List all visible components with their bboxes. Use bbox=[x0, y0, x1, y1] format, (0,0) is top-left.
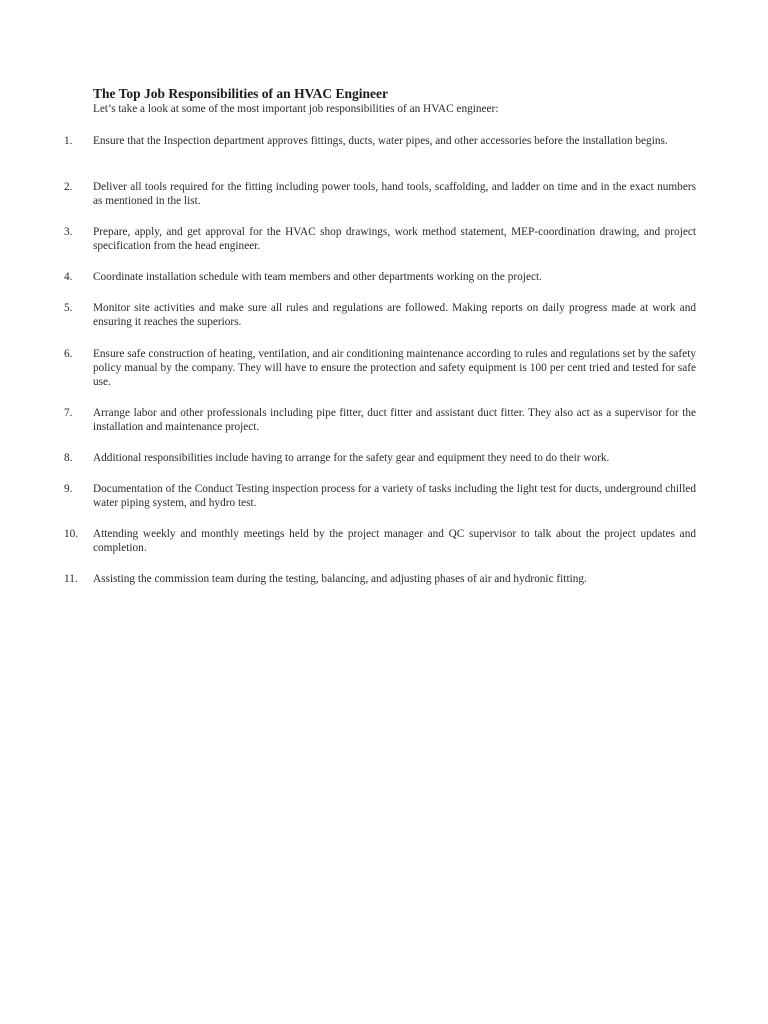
intro-paragraph: Let’s take a look at some of the most important job responsibilities of an HVAC engineer: bbox=[93, 103, 499, 115]
list-item-number: 5. bbox=[64, 302, 73, 314]
list-item-text: Additional responsibilities include having to arrange for the safety gear and equipment they need to do their work. bbox=[93, 452, 610, 464]
list-item-text: Ensure that the Inspection department approves fittings, ducts, water pipes, and other accessories before the installation begins. bbox=[93, 135, 668, 147]
list-item-number: 3. bbox=[64, 226, 73, 238]
list-item-number: 4. bbox=[64, 271, 73, 283]
list-item-text: Assisting the commission team during the testing, balancing, and adjusting phases of air and hydronic fitting. bbox=[93, 573, 587, 585]
list-item-number: 9. bbox=[64, 483, 73, 495]
list-item-number: 6. bbox=[64, 348, 73, 360]
list-item-number: 7. bbox=[64, 407, 73, 419]
list-item-number: 1. bbox=[64, 135, 73, 147]
list-item-text: Monitor site activities and make sure all rules and regulations are followed. Making reports on daily progress made at work and ensuring it reaches the superiors. bbox=[93, 302, 696, 328]
list-item-text: Deliver all tools required for the fitting including power tools, hand tools, scaffolding, and ladder on time and in the exact numbers as mentioned in the list. bbox=[93, 181, 696, 207]
page-title: The Top Job Responsibilities of an HVAC Engineer bbox=[93, 86, 388, 101]
list-item-text: Documentation of the Conduct Testing inspection process for a variety of tasks including the light test for ducts, underground chilled water piping system, and hydro test. bbox=[93, 483, 696, 509]
list-item-text: Arrange labor and other professionals including pipe fitter, duct fitter and assistant duct fitter. They also act as a supervisor for the installation and maintenance project. bbox=[93, 407, 696, 433]
list-item-text: Attending weekly and monthly meetings held by the project manager and QC supervisor to talk about the project updates and completion. bbox=[93, 528, 696, 554]
list-item-text: Ensure safe construction of heating, ventilation, and air conditioning maintenance according to rules and regulations set by the safety policy manual by the company. They will have to ensure the protection and safety equipment is 100 per cent tried and tested for safe use. bbox=[93, 348, 696, 388]
list-item-text: Coordinate installation schedule with team members and other departments working on the project. bbox=[93, 271, 542, 283]
list-item-number: 11. bbox=[64, 573, 78, 585]
list-item-text: Prepare, apply, and get approval for the HVAC shop drawings, work method statement, MEP-coordination drawing, and project specification from the head engineer. bbox=[93, 226, 696, 252]
list-item-number: 10. bbox=[64, 528, 79, 540]
list-item-number: 2. bbox=[64, 181, 73, 193]
list-item-number: 8. bbox=[64, 452, 73, 464]
